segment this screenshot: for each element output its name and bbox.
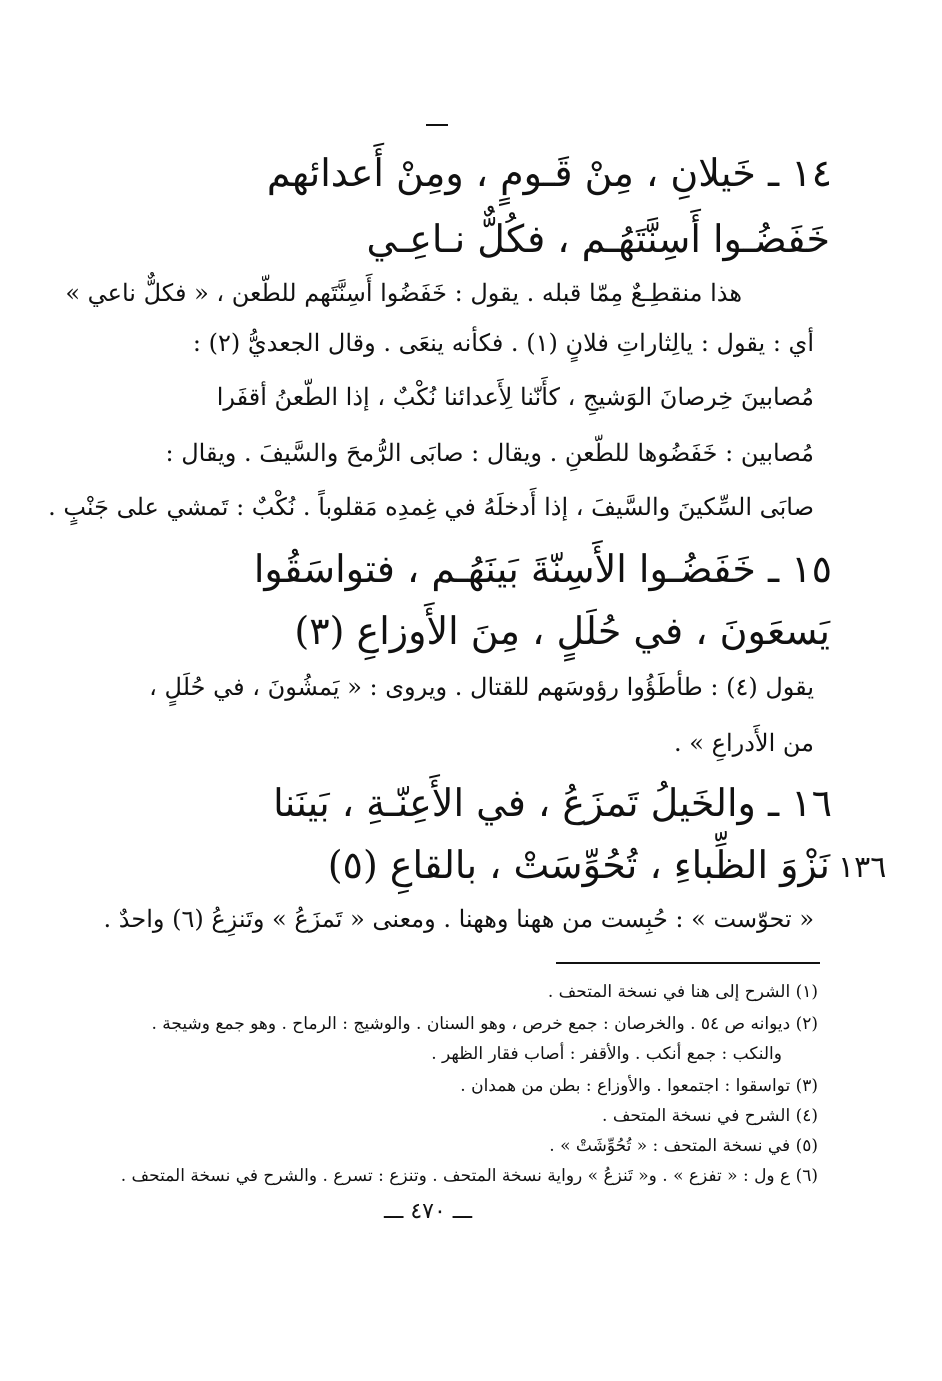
commentary-line-5: يقول (٤) : طأطَؤُوا رؤوسَهم للقتال . ويروى : « يَمشُونَ ، في حُلَلٍ ، [149, 673, 814, 701]
verse-15-line-1: ١٥ ـ خَفَضُـوا الأَسِنّةَ بَينَهُـم ، فتواسَقُوا [253, 547, 832, 591]
page-number: ـــ ٤٧٠ ـــ [384, 1199, 473, 1224]
margin-folio-number: ١٣٦ [838, 850, 887, 885]
footnote-6: (٦) ع ول : « تفزع » . و« تَنزعُ » رواية نسخة المتحف . وتنزع : تسرع . والشرح في نسخة المتحف . [120, 1166, 818, 1186]
footnote-5: (٥) في نسخة المتحف : « تُحُوِّشَتْ » . [549, 1136, 818, 1156]
footnote-2-continued: والنكب : جمع أنكب . والأقفر : أصاب فقار الظهر . [431, 1044, 782, 1064]
footnote-1: (١) الشرح إلى هنا في نسخة المتحف . [547, 982, 818, 1002]
top-mark [426, 124, 448, 126]
footnote-3: (٣) تواسقوا : اجتمعوا . والأوزاع : بطن من همدان . [460, 1076, 818, 1096]
verse-14-line-1: ١٤ ـ خَيلانِ ، مِنْ قَـومٍ ، ومِنْ أَعدائهم [266, 151, 832, 195]
commentary-line-4: صابَى السِّكينَ والسَّيفَ ، إذا أَدخلَهُ في غِمدِه مَقلوباً . نُكْبٌ : تَمشي على جَنْبٍ . [48, 493, 814, 521]
commentary-line-7: « تحوّست » : حُبِست من ههنا وههنا . ومعنى « تَمزَعُ » وتَنزِعُ (٦) واحدٌ . [103, 905, 814, 933]
verse-14-line-2: خَفَضُـوا أَسِنَّتَهُـم ، فكُلٌّ نـاعِـي [366, 217, 830, 261]
verse-15-line-2: يَسعَونَ ، في حُلَلٍ ، مِنَ الأَوزاعِ (٣) [294, 609, 830, 653]
quoted-verse: مُصابينَ خِرصانَ الوَشيجِ ، كأَنّنا لِأَعدائنا نُكْبٌ ، إذا الطّعنُ أقفَرا [216, 383, 814, 411]
footnote-2: (٢) ديوانه ص ٥٤ . والخرصان : جمع خرص ، وهو السنان . والوشيج : الرماح . وهو جمع وشيجة . [151, 1014, 818, 1034]
commentary-line-3: مُصابين : خَفَضُوها للطّعنِ . ويقال : صابَى الرُّمحَ والسَّيفَ . ويقال : [165, 439, 814, 467]
commentary-line-2: أي : يقول : يالِثاراتِ فلانٍ (١) . فكأنه ينعَى . وقال الجعديُّ (٢) : [192, 329, 814, 357]
commentary-line-1: هذا منقطِـعٌ مِمّا قبله . يقول : خَفَضُوا أَسِنَّتَهم للطّعن ، « فكلٌّ ناعي » [65, 279, 742, 307]
footnote-divider [556, 962, 820, 964]
verse-16-line-1: ١٦ ـ والخَيلُ تَمزَعُ ، في الأَعِنّـةِ ، بَينَنا [273, 781, 832, 825]
verse-16-line-2: نَزْوَ الظِّباءِ ، تُحُوِّسَتْ ، بالقاعِ (٥) [327, 843, 830, 887]
footnote-4: (٤) الشرح في نسخة المتحف . [602, 1106, 818, 1126]
commentary-line-6: من الأَدراعِ » . [674, 729, 814, 757]
